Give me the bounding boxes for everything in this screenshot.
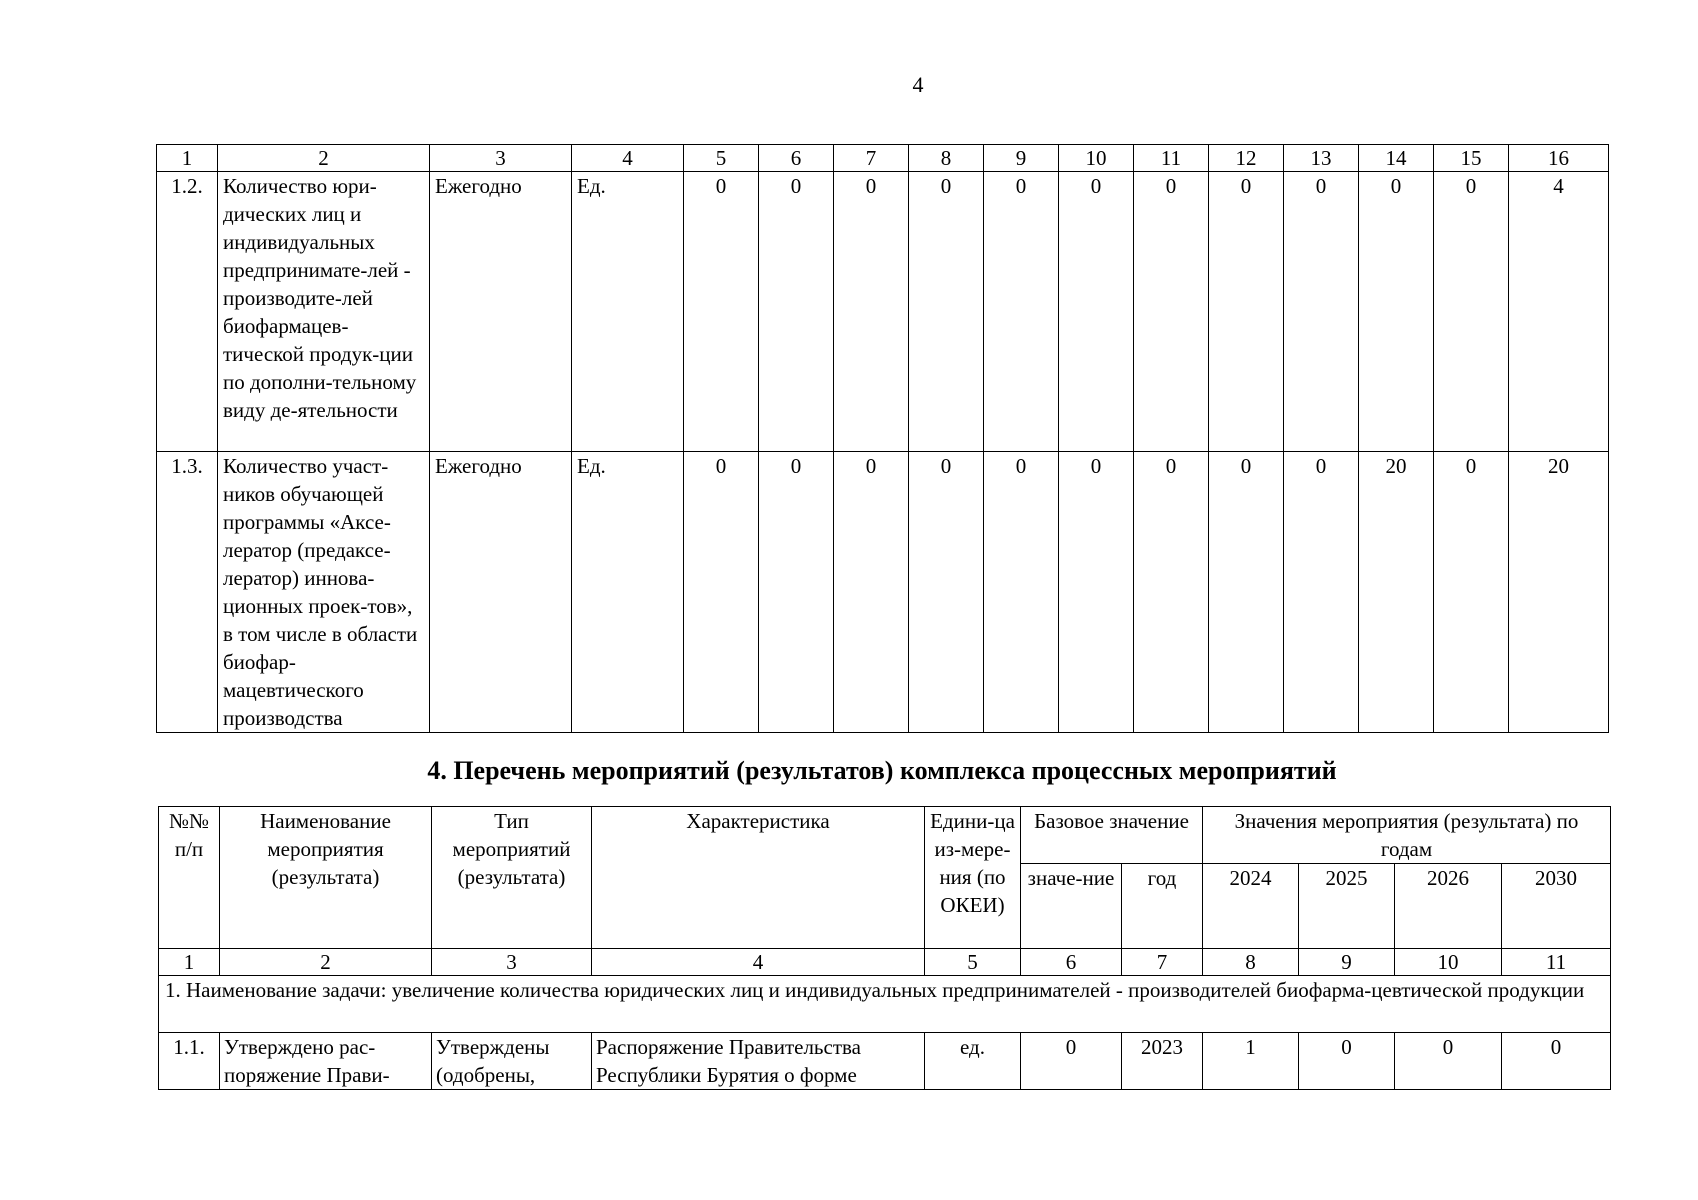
col-number: 9 [1299, 949, 1395, 976]
col-number: 1 [159, 949, 220, 976]
value-cell: 0 [1434, 452, 1509, 733]
col-number: 14 [1359, 145, 1434, 172]
value-cell: 0 [984, 452, 1059, 733]
col-number: 2 [218, 145, 430, 172]
task-name: 1. Наименование задачи: увеличение количества юридических лиц и индивидуальных предпринимателей - производителей биофарма-цевтической продукции [159, 976, 1611, 1033]
value-cell: 0 [684, 452, 759, 733]
col-number: 11 [1502, 949, 1611, 976]
value-cell: 0 [1284, 172, 1359, 452]
value-cell: 0 [909, 452, 984, 733]
header-base-value: значе-ние [1021, 864, 1122, 949]
row-number: 1.1. [159, 1033, 220, 1090]
indicator-name: Количество юри-дических лиц и индивидуальных предпринимате-лей - производите-лей биофармацев-тической продук-ции по дополни-тельному виду де-ятельности [218, 172, 430, 452]
col-number: 5 [925, 949, 1021, 976]
value-cell: 0 [1395, 1033, 1502, 1090]
col-number: 4 [592, 949, 925, 976]
header-year: 2025 [1299, 864, 1395, 949]
col-number: 9 [984, 145, 1059, 172]
value-cell: 0 [834, 172, 909, 452]
value-cell: 0 [759, 452, 834, 733]
col-number: 8 [1203, 949, 1299, 976]
indicator-name: Количество участ-ников обучающей программы «Аксе-лератор (предаксе-лератор) иннова-ционных проек-тов», в том числе в области биофар-мацевтического производства [218, 452, 430, 733]
value-cell: 0 [1434, 172, 1509, 452]
base-year: 2023 [1122, 1033, 1203, 1090]
col-number: 16 [1509, 145, 1609, 172]
col-number: 4 [572, 145, 684, 172]
row-number: 1.3. [157, 452, 218, 733]
header-year: 2030 [1502, 864, 1611, 949]
value-cell: 0 [1209, 172, 1284, 452]
value-cell: 0 [834, 452, 909, 733]
header-values-by-year: Значения мероприятия (результата) по годам [1203, 807, 1611, 864]
header-unit: Едини-ца из-мере-ния (по ОКЕИ) [925, 807, 1021, 949]
col-number: 15 [1434, 145, 1509, 172]
value-cell: 0 [1059, 172, 1134, 452]
base-value: 0 [1021, 1033, 1122, 1090]
value-cell: 1 [1203, 1033, 1299, 1090]
value-cell: 0 [1134, 452, 1209, 733]
header-year: 2024 [1203, 864, 1299, 949]
value-cell: 0 [1359, 172, 1434, 452]
col-number: 7 [1122, 949, 1203, 976]
activity-type: Утверждены (одобрены, [432, 1033, 592, 1090]
column-numbers-row [159, 949, 1611, 976]
col-number: 11 [1134, 145, 1209, 172]
col-number: 10 [1059, 145, 1134, 172]
col-number: 3 [432, 949, 592, 976]
header-name: Наименование мероприятия (результата) [220, 807, 432, 949]
table-row [157, 452, 1609, 733]
indicator-unit: Ед. [572, 172, 684, 452]
col-number: 6 [1021, 949, 1122, 976]
col-number: 12 [1209, 145, 1284, 172]
value-cell: 0 [1209, 452, 1284, 733]
col-number: 3 [430, 145, 572, 172]
value-cell: 4 [1509, 172, 1609, 452]
indicators-table [156, 144, 1609, 733]
row-number: 1.2. [157, 172, 218, 452]
section-title: 4. Перечень мероприятий (результатов) комплекса процессных мероприятий [427, 756, 1337, 785]
indicator-period: Ежегодно [430, 452, 572, 733]
value-cell: 0 [1059, 452, 1134, 733]
header-base-year: год [1122, 864, 1203, 949]
col-number: 7 [834, 145, 909, 172]
header-year: 2026 [1395, 864, 1502, 949]
header-characteristic: Характеристика [592, 807, 925, 949]
activity-unit: ед. [925, 1033, 1021, 1090]
value-cell: 0 [1502, 1033, 1611, 1090]
header-base: Базовое значение [1021, 807, 1203, 864]
value-cell: 20 [1509, 452, 1609, 733]
col-number: 6 [759, 145, 834, 172]
col-number: 1 [157, 145, 218, 172]
indicator-period: Ежегодно [430, 172, 572, 452]
table-header-row [157, 145, 1609, 172]
indicator-unit: Ед. [572, 452, 684, 733]
header-num: №№ п/п [159, 807, 220, 949]
table-header-row [159, 807, 1611, 864]
col-number: 10 [1395, 949, 1502, 976]
value-cell: 0 [984, 172, 1059, 452]
value-cell: 0 [1134, 172, 1209, 452]
col-number: 2 [220, 949, 432, 976]
value-cell: 0 [1299, 1033, 1395, 1090]
header-type: Тип мероприятий (результата) [432, 807, 592, 949]
page-number: 4 [912, 72, 924, 97]
value-cell: 0 [1284, 452, 1359, 733]
value-cell: 0 [759, 172, 834, 452]
task-row [159, 976, 1611, 1033]
value-cell: 0 [684, 172, 759, 452]
table-row [157, 172, 1609, 452]
activity-characteristic: Распоряжение Правительства Республики Бурятия о форме [592, 1033, 925, 1090]
value-cell: 20 [1359, 452, 1434, 733]
value-cell: 0 [909, 172, 984, 452]
table-row [159, 1033, 1611, 1090]
col-number: 8 [909, 145, 984, 172]
col-number: 13 [1284, 145, 1359, 172]
col-number: 5 [684, 145, 759, 172]
activity-name: Утверждено рас-поряжение Прави- [220, 1033, 432, 1090]
activities-table [158, 806, 1611, 1090]
